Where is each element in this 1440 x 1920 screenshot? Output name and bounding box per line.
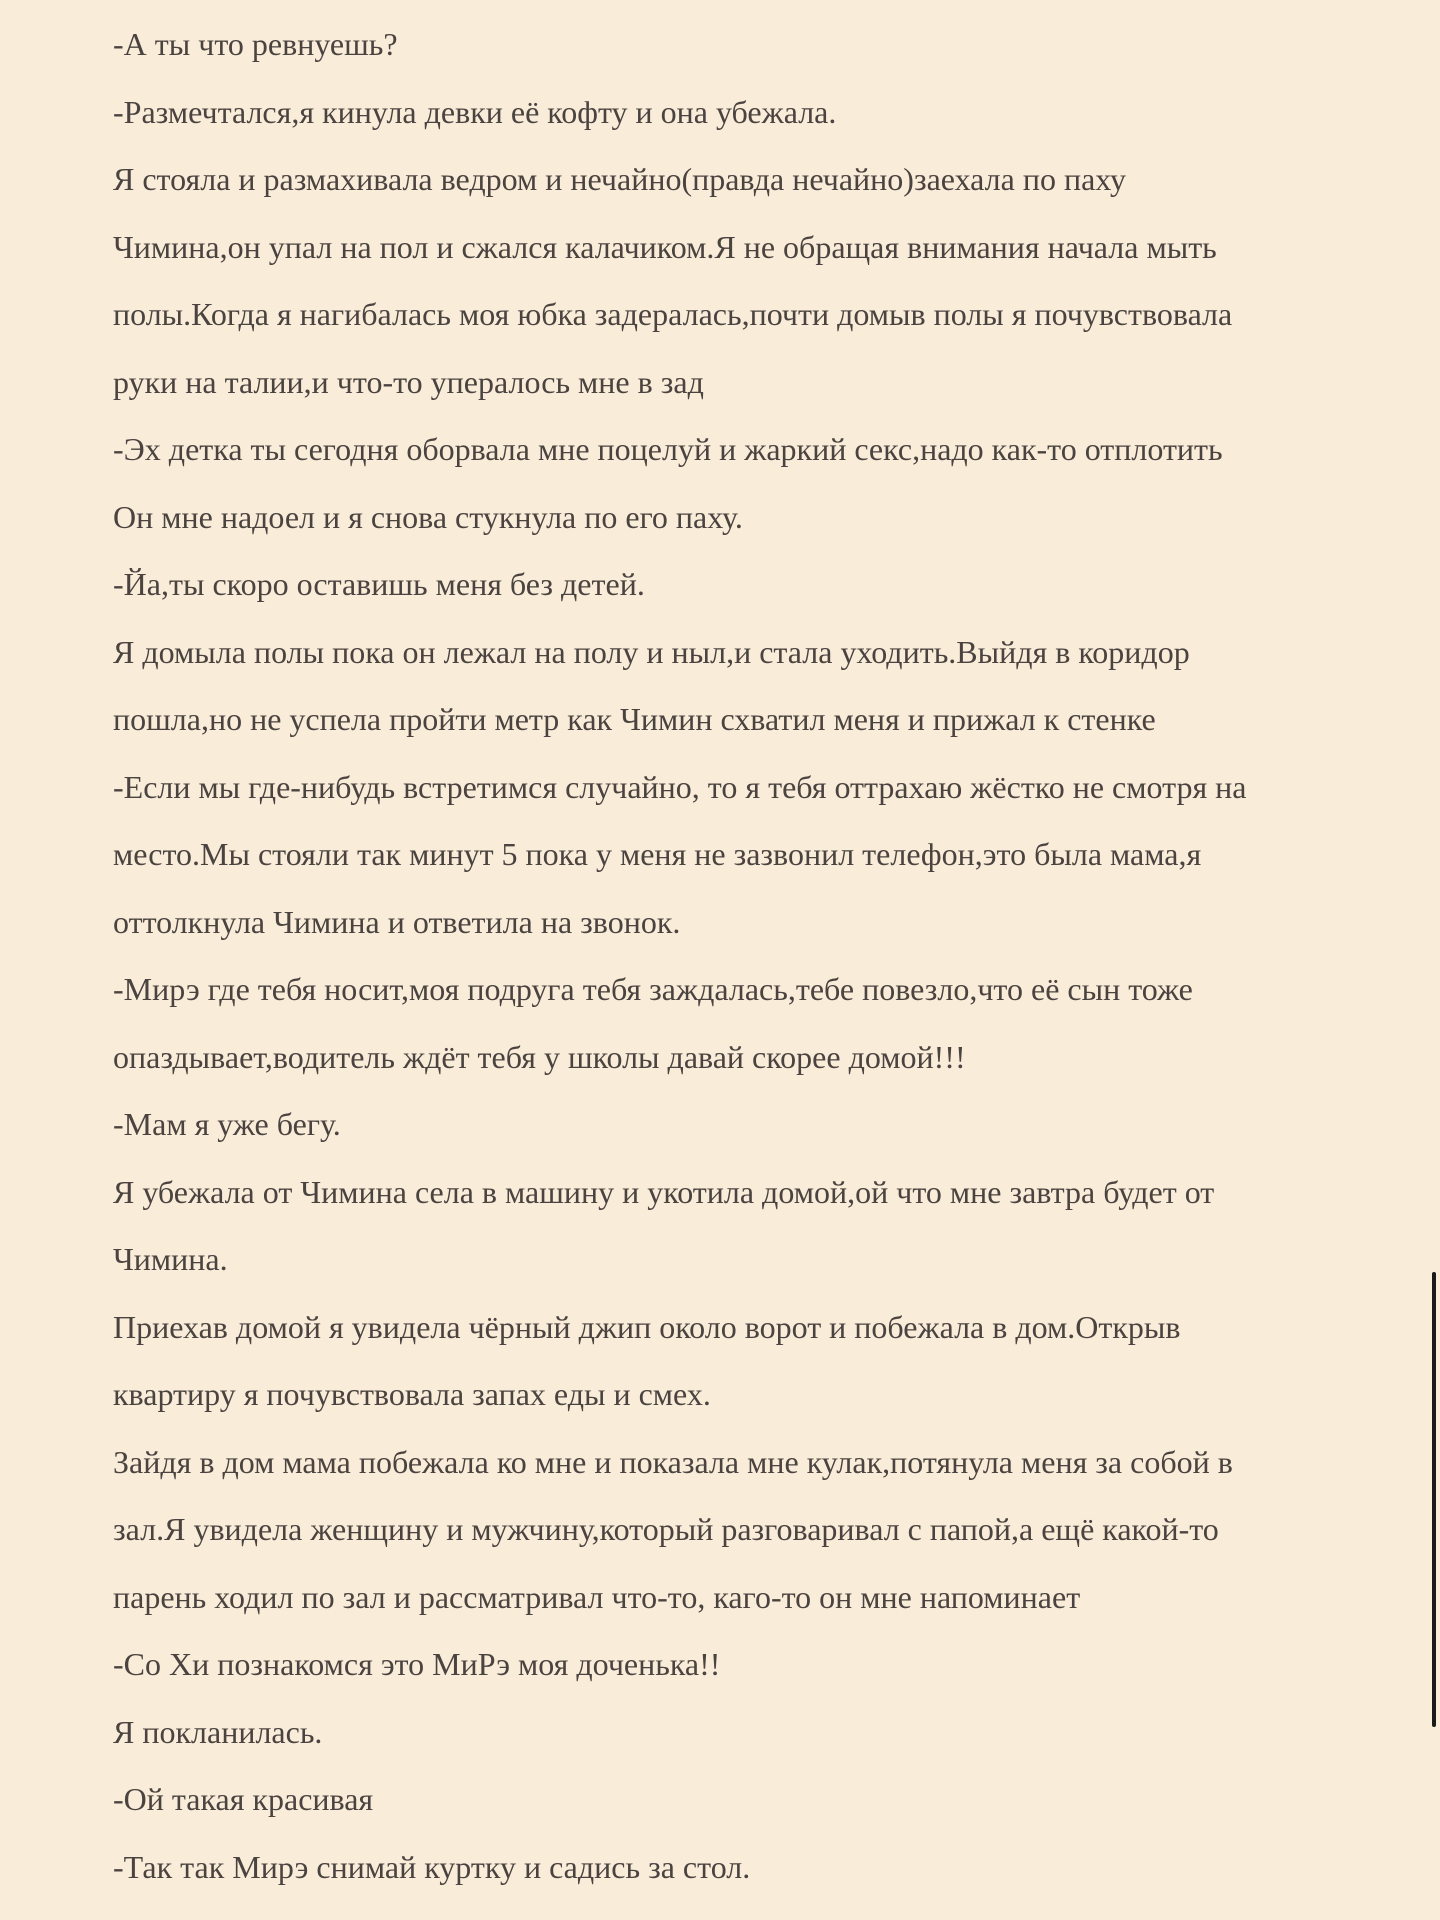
scrollbar-thumb[interactable] xyxy=(1432,1272,1436,1727)
text-line: Я стояла и размахивала ведром и нечайно(правда нечайно)заехала по паху xyxy=(113,161,1127,197)
text-line: Я покланилась. xyxy=(113,1713,323,1750)
text-line: Чимина. xyxy=(113,1241,228,1277)
text-line: опаздывает,водитель ждёт тебя у школы давай скорее домой!!! xyxy=(113,1038,966,1075)
text-line: -Если мы где-нибудь встретимся случайно, то я тебя оттрахаю жёстко не смотря на xyxy=(113,768,1247,805)
text-line: зал.Я увидела женщину и мужчину,который разговаривал с папой,а ещё какой-то xyxy=(113,1511,1219,1547)
text-line: -Мирэ где тебя носит,моя подруга тебя заждалась,тебе повезло,что её сын тоже xyxy=(113,971,1193,1007)
text-line: Он мне надоел и я снова стукнула по его паху. xyxy=(113,498,743,535)
text-line: парень ходил по зал и рассматривал что-то, каго-то он мне напоминает xyxy=(113,1578,1081,1615)
text-line: -Ой такая красивая xyxy=(113,1781,374,1817)
text-line: -Эх детка ты сегодня оборвала мне поцелуй и жаркий секс,надо как-то отплотить xyxy=(113,431,1223,467)
text-line: пошла,но не успела пройти метр как Чимин схватил меня и прижал к стенке xyxy=(113,701,1156,737)
text-line: Приехав домой я увидела чёрный джип около ворот и побежала в дом.Открыв xyxy=(113,1308,1181,1345)
text-line: -Размечтался,я кинула девки её кофту и она убежала. xyxy=(113,93,837,130)
text-line: руки на талии,и что-то упералось мне в зад xyxy=(113,363,704,400)
text-line: -А ты что ревнуешь? xyxy=(113,26,398,62)
text-line: -Мам я уже бегу. xyxy=(113,1106,341,1142)
document-text xyxy=(113,11,1343,1901)
text-line: -Со Хи познакомся это МиРэ моя доченька!! xyxy=(113,1646,721,1682)
text-line: оттолкнула Чимина и ответила на звонок. xyxy=(113,903,681,940)
text-line: -Так так Мирэ снимай куртку и садись за стол. xyxy=(113,1848,751,1885)
vertical-scrollbar[interactable] xyxy=(1428,0,1440,1920)
text-line: Зайдя в дом мама побежала ко мне и показала мне кулак,потянула меня за собой в xyxy=(113,1443,1233,1480)
text-line: Я домыла полы пока он лежал на полу и ныл,и стала уходить.Выйдя в коридор xyxy=(113,633,1190,670)
text-line: Я убежала от Чимина села в машину и укотила домой,ой что мне завтра будет от xyxy=(113,1173,1215,1210)
text-line: полы.Когда я нагибалась моя юбка задералась,почти домыв полы я почувствовала xyxy=(113,296,1233,332)
text-line: -Йа,ты скоро оставишь меня без детей. xyxy=(113,566,645,602)
text-line: место.Мы стояли так минут 5 пока у меня не зазвонил телефон,это была мама,я xyxy=(113,836,1202,872)
text-line: Чимина,он упал на пол и сжался калачиком.Я не обращая внимания начала мыть xyxy=(113,228,1217,265)
text-line: квартиру я почувствовала запах еды и смех. xyxy=(113,1376,711,1412)
